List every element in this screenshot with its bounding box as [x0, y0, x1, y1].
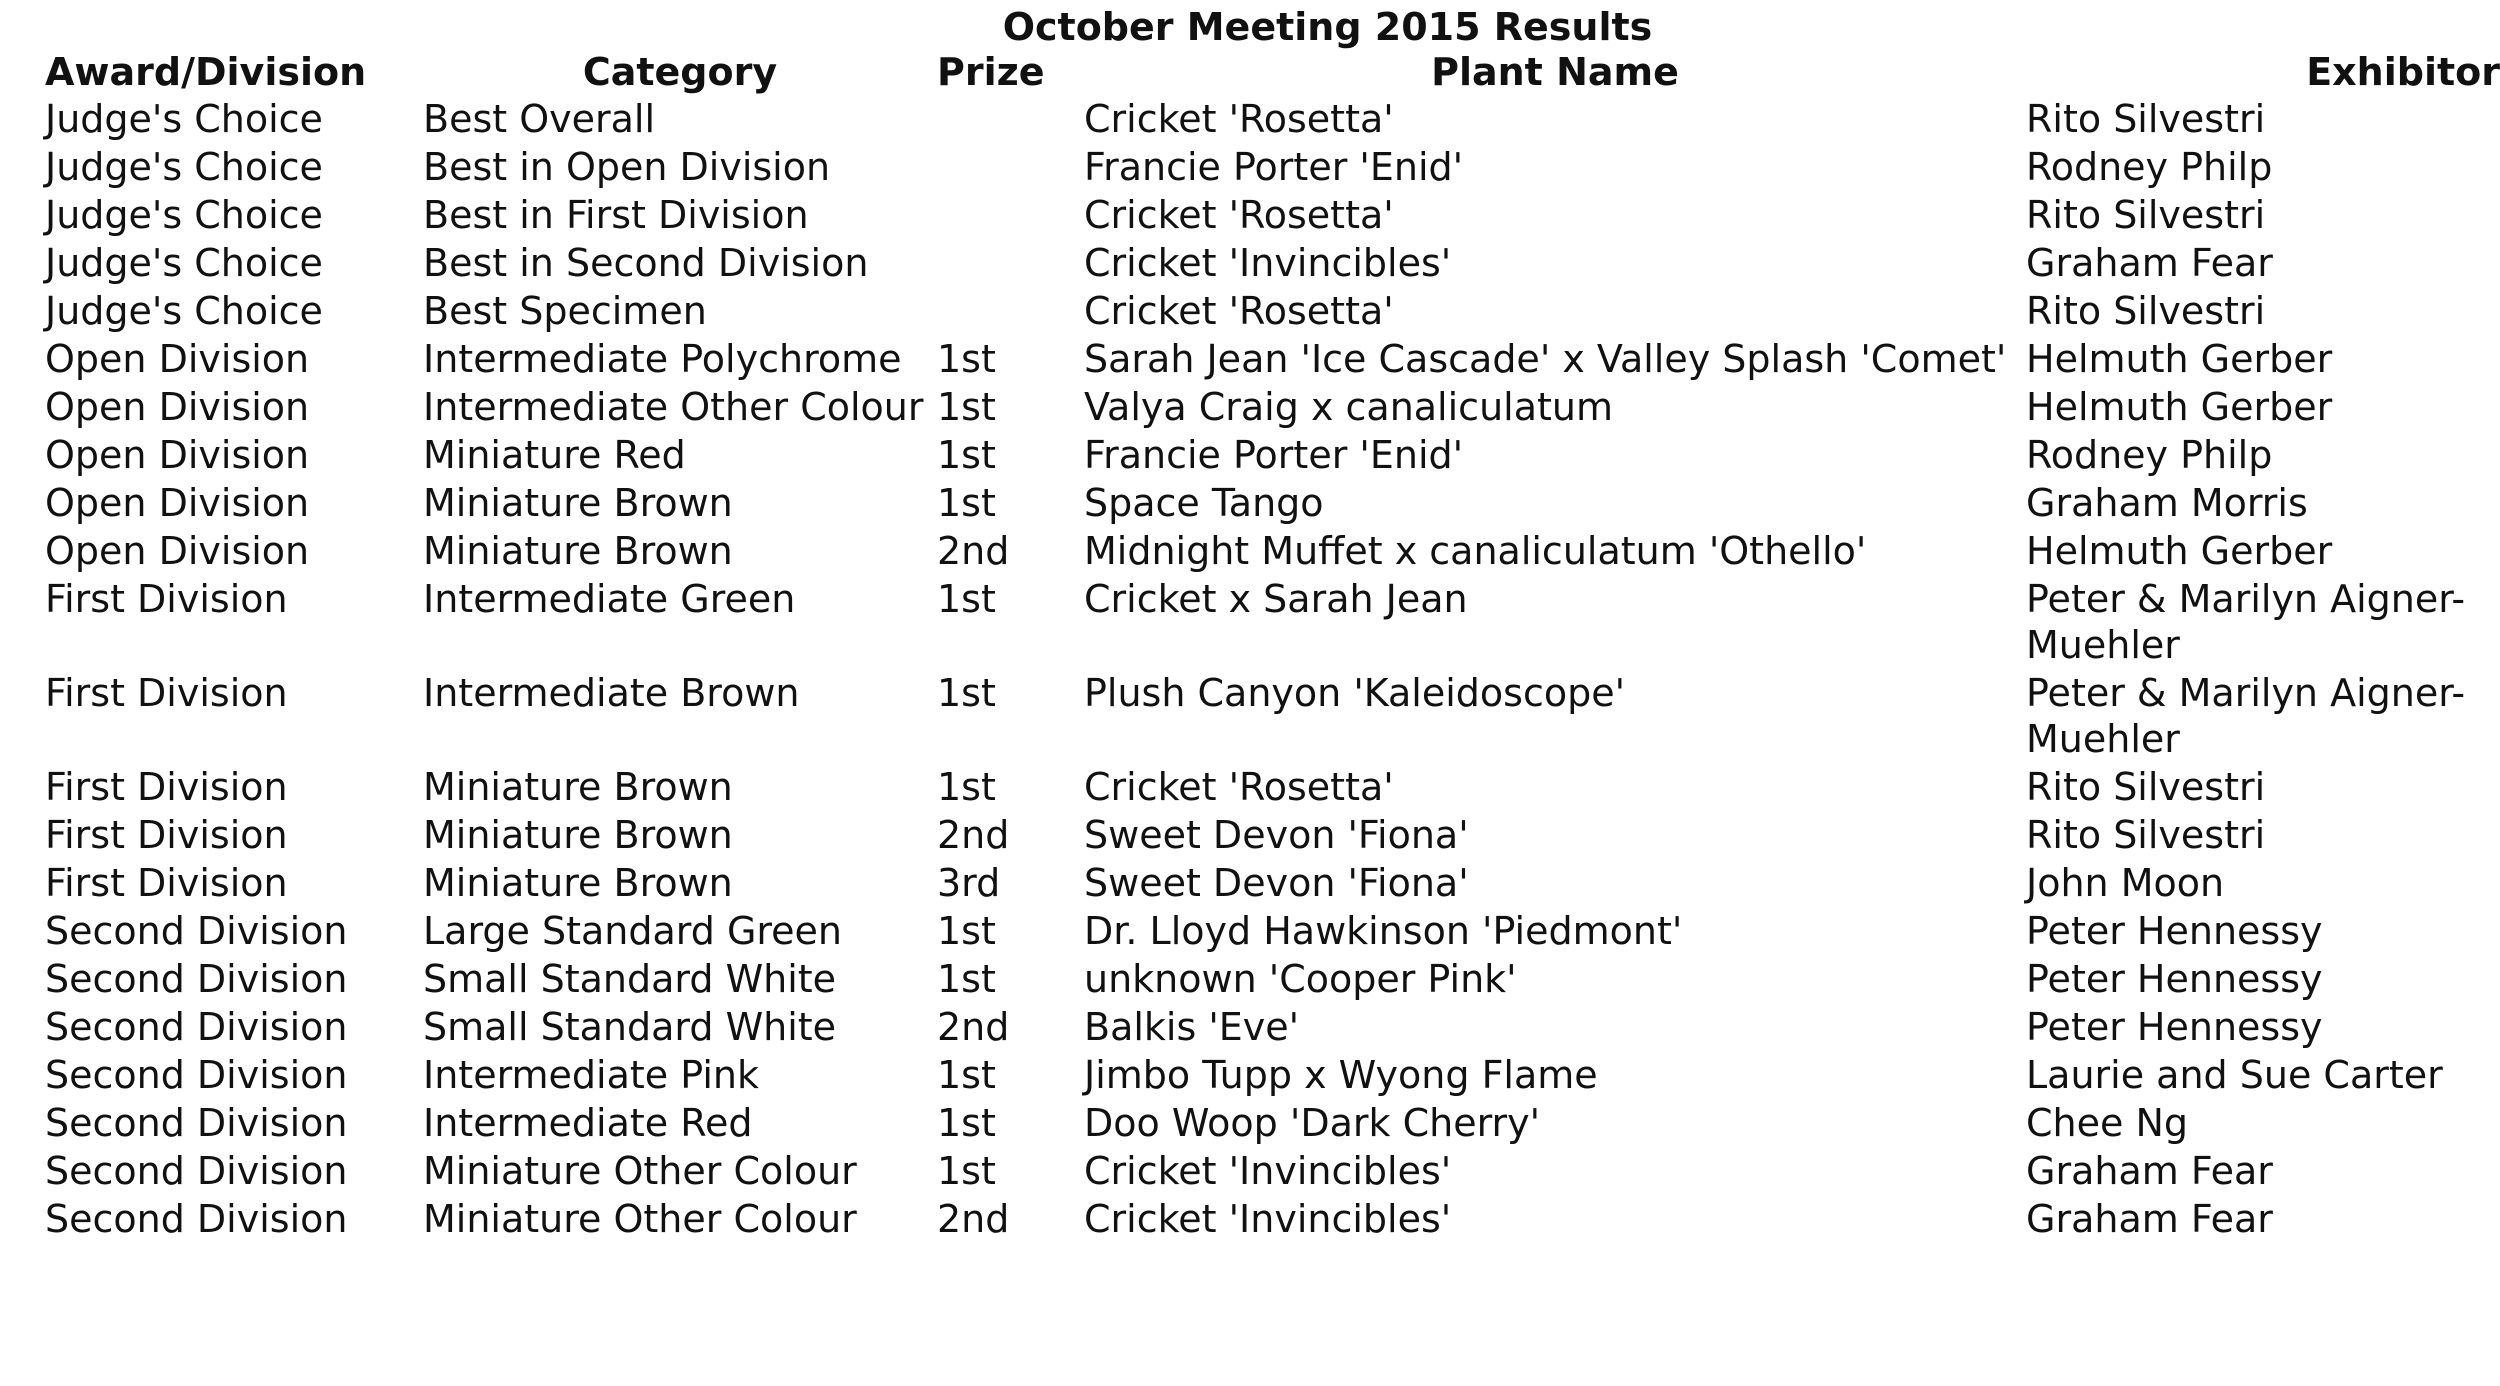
exhibitor-cell: Peter & Marilyn Aigner-Muehler: [2026, 671, 2466, 761]
plant-name-cell: Sweet Devon 'Fiona': [1084, 861, 1469, 905]
category-cell: Best in First Division: [423, 193, 809, 237]
page-title: October Meeting 2015 Results: [1002, 5, 1653, 49]
exhibitor-cell: Helmuth Gerber: [2026, 337, 2333, 381]
category-cell: Miniature Other Colour: [423, 1197, 857, 1241]
category-cell: Miniature Brown: [423, 765, 733, 809]
table-row: [45, 288, 2500, 336]
table-row: [45, 336, 2500, 384]
exhibitor-cell: Peter Hennessy: [2026, 909, 2323, 953]
column-header-exhibitor: Exhibitor: [2306, 50, 2500, 94]
table-row: [45, 1052, 2500, 1100]
exhibitor-cell: Rito Silvestri: [2026, 97, 2266, 141]
exhibitor-cell: Rodney Philp: [2026, 145, 2273, 189]
prize-cell: 1st: [937, 385, 996, 429]
category-cell: Best in Second Division: [423, 241, 869, 285]
award-cell: Second Division: [45, 957, 348, 1001]
results-table: [45, 48, 2500, 1244]
plant-name-cell: Balkis 'Eve': [1084, 1005, 1300, 1049]
category-cell: Intermediate Brown: [423, 671, 800, 715]
exhibitor-cell: Rito Silvestri: [2026, 813, 2266, 857]
prize-cell: 1st: [937, 909, 996, 953]
award-cell: Judge's Choice: [45, 193, 323, 237]
category-cell: Miniature Red: [423, 433, 686, 477]
exhibitor-cell: Peter Hennessy: [2026, 957, 2323, 1001]
table-row: [45, 1148, 2500, 1196]
column-header-prize: Prize: [937, 50, 1045, 94]
category-cell: Intermediate Other Colour: [423, 385, 924, 429]
category-cell: Intermediate Green: [423, 577, 796, 621]
category-cell: Best Overall: [423, 97, 656, 141]
table-row: [45, 144, 2500, 192]
prize-cell: [937, 240, 1084, 288]
plant-name-cell: Cricket 'Rosetta': [1084, 193, 1394, 237]
plant-name-cell: Cricket 'Rosetta': [1084, 97, 1394, 141]
exhibitor-cell: Helmuth Gerber: [2026, 385, 2333, 429]
plant-name-cell: Valya Craig x canaliculatum: [1084, 385, 1613, 429]
plant-name-cell: Cricket 'Invincibles': [1084, 241, 1452, 285]
exhibitor-cell: Graham Morris: [2026, 481, 2308, 525]
award-cell: Judge's Choice: [45, 289, 323, 333]
plant-name-cell: Francie Porter 'Enid': [1084, 145, 1464, 189]
award-cell: Second Division: [45, 1005, 348, 1049]
exhibitor-cell: Peter Hennessy: [2026, 1005, 2323, 1049]
prize-cell: 1st: [937, 1149, 996, 1193]
table-row: [45, 384, 2500, 432]
table-row: [45, 812, 2500, 860]
table-row: [45, 1196, 2500, 1244]
award-cell: First Division: [45, 765, 288, 809]
prize-cell: 1st: [937, 671, 996, 715]
prize-cell: [937, 192, 1084, 240]
exhibitor-cell: Helmuth Gerber: [2026, 529, 2333, 573]
plant-name-cell: Space Tango: [1084, 481, 1324, 525]
plant-name-cell: Plush Canyon 'Kaleidoscope': [1084, 671, 1626, 715]
category-cell: Miniature Brown: [423, 861, 733, 905]
category-cell: Small Standard White: [423, 957, 837, 1001]
plant-name-cell: Francie Porter 'Enid': [1084, 433, 1464, 477]
category-cell: Large Standard Green: [423, 909, 843, 953]
category-cell: Miniature Brown: [423, 529, 733, 573]
plant-name-cell: Sarah Jean 'Ice Cascade' x Valley Splash 'Comet': [1084, 337, 2007, 381]
award-cell: Open Division: [45, 481, 310, 525]
category-cell: Miniature Brown: [423, 813, 733, 857]
category-cell: Intermediate Red: [423, 1101, 753, 1145]
plant-name-cell: Cricket x Sarah Jean: [1084, 577, 1468, 621]
plant-name-cell: Cricket 'Invincibles': [1084, 1149, 1452, 1193]
exhibitor-cell: John Moon: [2026, 861, 2225, 905]
column-header-award: Award/Division: [45, 50, 367, 94]
exhibitor-cell: Rodney Philp: [2026, 433, 2273, 477]
column-header-category: Category: [582, 50, 778, 94]
prize-cell: 1st: [937, 1053, 996, 1097]
prize-cell: 1st: [937, 337, 996, 381]
results-body: [45, 96, 2500, 1244]
exhibitor-cell: Graham Fear: [2026, 241, 2273, 285]
table-row: [45, 192, 2500, 240]
award-cell: First Division: [45, 861, 288, 905]
award-cell: Second Division: [45, 1197, 348, 1241]
table-row: [45, 670, 2500, 764]
award-cell: Second Division: [45, 1149, 348, 1193]
table-row: [45, 96, 2500, 144]
table-row: [45, 1100, 2500, 1148]
prize-cell: 1st: [937, 765, 996, 809]
exhibitor-cell: Rito Silvestri: [2026, 765, 2266, 809]
award-cell: Judge's Choice: [45, 145, 323, 189]
category-cell: Best in Open Division: [423, 145, 831, 189]
plant-name-cell: Jimbo Tupp x Wyong Flame: [1084, 1053, 1598, 1097]
prize-cell: 1st: [937, 957, 996, 1001]
exhibitor-cell: Rito Silvestri: [2026, 289, 2266, 333]
plant-name-cell: Cricket 'Rosetta': [1084, 289, 1394, 333]
prize-cell: 1st: [937, 1101, 996, 1145]
award-cell: Open Division: [45, 433, 310, 477]
prize-cell: [937, 288, 1084, 336]
table-row: [45, 528, 2500, 576]
table-row: [45, 480, 2500, 528]
prize-cell: 1st: [937, 481, 996, 525]
column-header-plant-name: Plant Name: [1431, 50, 1679, 94]
prize-cell: 2nd: [937, 529, 1010, 573]
exhibitor-cell: Chee Ng: [2026, 1101, 2189, 1145]
table-row: [45, 576, 2500, 670]
plant-name-cell: Sweet Devon 'Fiona': [1084, 813, 1469, 857]
plant-name-cell: Midnight Muffet x canaliculatum 'Othello': [1084, 529, 1867, 573]
award-cell: Judge's Choice: [45, 97, 323, 141]
exhibitor-cell: Graham Fear: [2026, 1149, 2273, 1193]
category-cell: Small Standard White: [423, 1005, 837, 1049]
plant-name-cell: Doo Woop 'Dark Cherry': [1084, 1101, 1541, 1145]
table-row: [45, 908, 2500, 956]
award-cell: First Division: [45, 577, 288, 621]
prize-cell: 1st: [937, 433, 996, 477]
table-row: [45, 764, 2500, 812]
plant-name-cell: Cricket 'Rosetta': [1084, 765, 1394, 809]
award-cell: Judge's Choice: [45, 241, 323, 285]
category-cell: Miniature Other Colour: [423, 1149, 857, 1193]
exhibitor-cell: Graham Fear: [2026, 1197, 2273, 1241]
prize-cell: 3rd: [937, 861, 1001, 905]
prize-cell: 2nd: [937, 1197, 1010, 1241]
category-cell: Intermediate Pink: [423, 1053, 759, 1097]
category-cell: Intermediate Polychrome: [423, 337, 902, 381]
table-row: [45, 956, 2500, 1004]
table-row: [45, 432, 2500, 480]
prize-cell: 1st: [937, 577, 996, 621]
award-cell: Open Division: [45, 337, 310, 381]
award-cell: First Division: [45, 671, 288, 715]
table-row: [45, 860, 2500, 908]
award-cell: First Division: [45, 813, 288, 857]
award-cell: Open Division: [45, 529, 310, 573]
award-cell: Second Division: [45, 909, 348, 953]
exhibitor-cell: Rito Silvestri: [2026, 193, 2266, 237]
prize-cell: 2nd: [937, 813, 1010, 857]
header-row: [45, 48, 2500, 96]
award-cell: Second Division: [45, 1101, 348, 1145]
table-row: [45, 240, 2500, 288]
exhibitor-cell: Laurie and Sue Carter: [2026, 1053, 2443, 1097]
plant-name-cell: unknown 'Cooper Pink': [1084, 957, 1517, 1001]
exhibitor-cell: Peter & Marilyn Aigner-Muehler: [2026, 577, 2466, 667]
category-cell: Miniature Brown: [423, 481, 733, 525]
prize-cell: [937, 144, 1084, 192]
plant-name-cell: Cricket 'Invincibles': [1084, 1197, 1452, 1241]
plant-name-cell: Dr. Lloyd Hawkinson 'Piedmont': [1084, 909, 1683, 953]
prize-cell: 2nd: [937, 1005, 1010, 1049]
award-cell: Open Division: [45, 385, 310, 429]
award-cell: Second Division: [45, 1053, 348, 1097]
table-row: [45, 1004, 2500, 1052]
prize-cell: [937, 96, 1084, 144]
category-cell: Best Specimen: [423, 289, 707, 333]
